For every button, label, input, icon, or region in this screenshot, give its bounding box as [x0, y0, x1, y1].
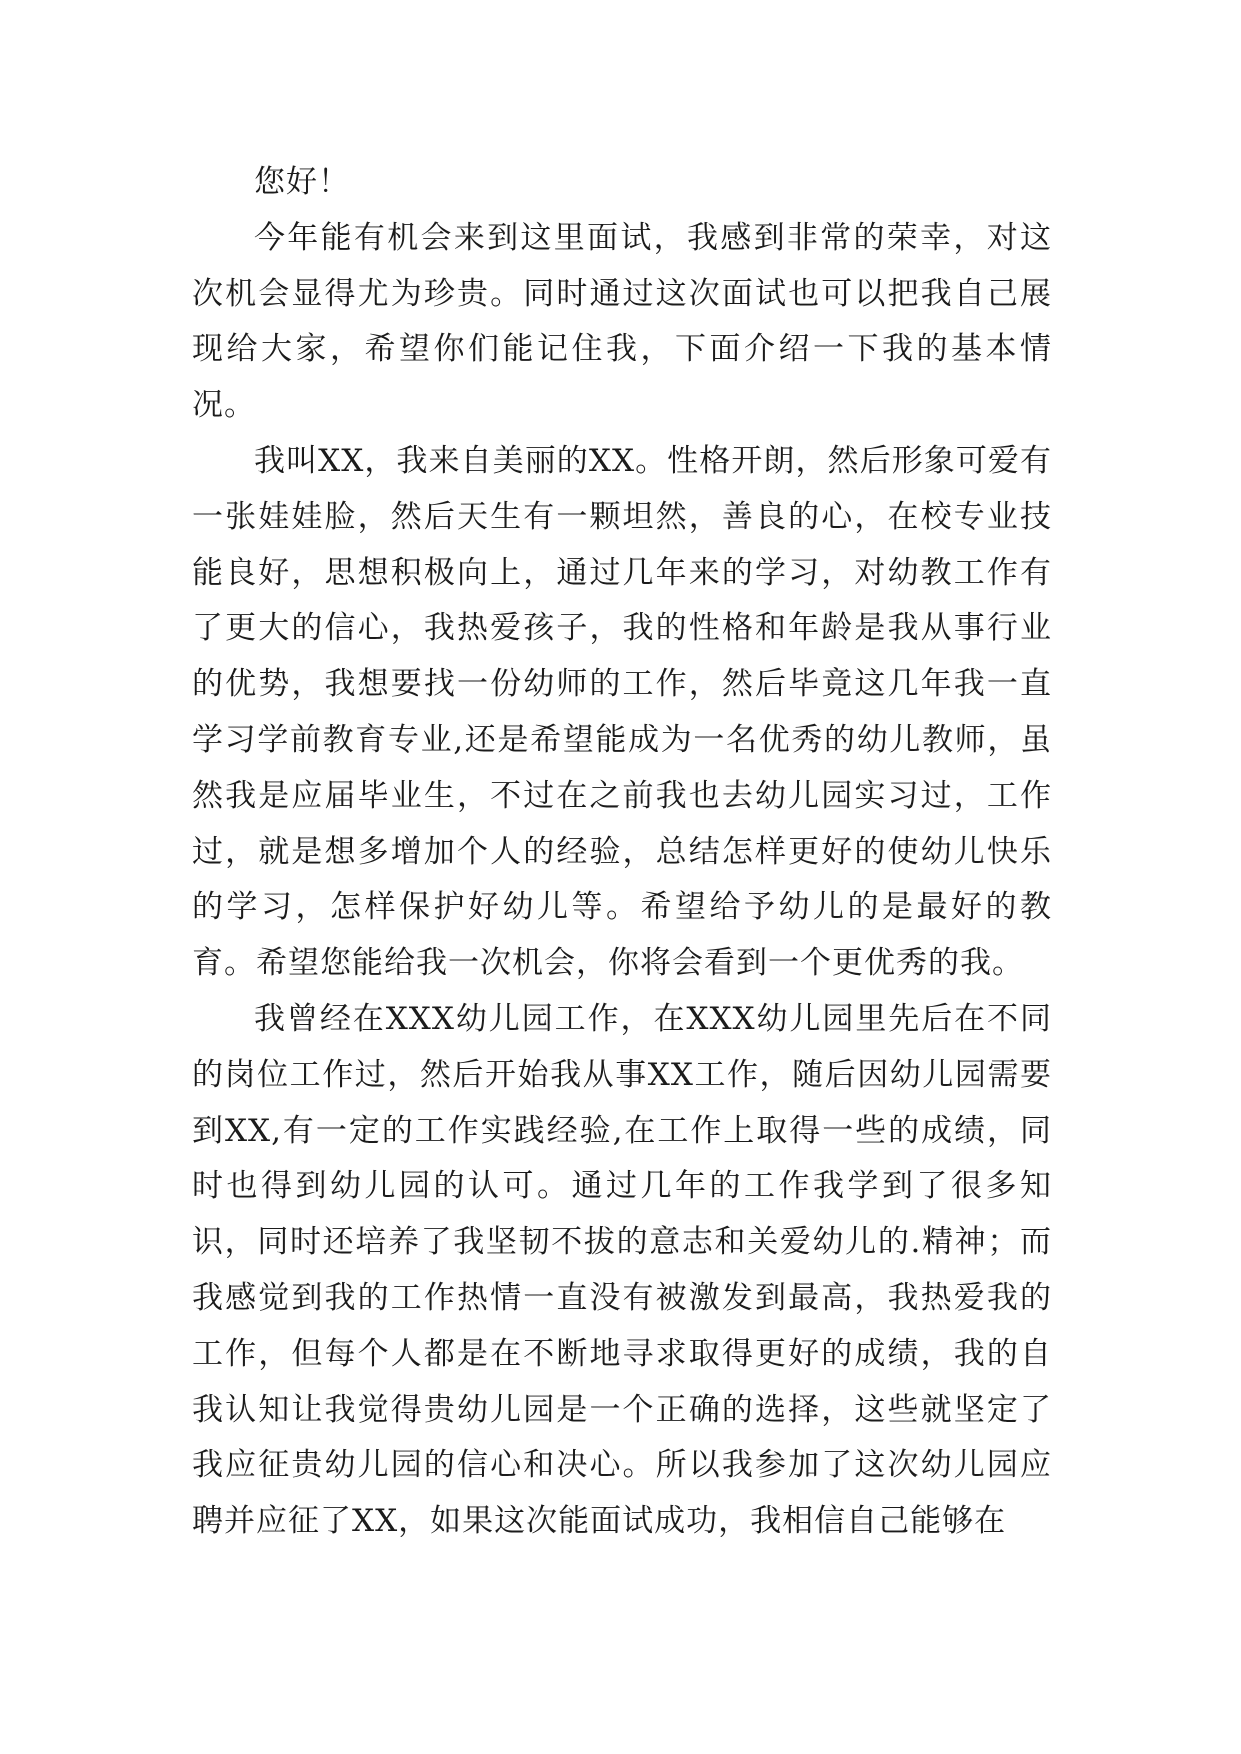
- document-body: [192, 155, 1052, 1550]
- greeting: 您好！: [254, 164, 350, 200]
- paragraph-intro: 今年能有机会来到这里面试，我感到非常的荣幸，对这次机会显得尤为珍贵。同时通过这次面试也可以把我自己展现给大家，希望你们能记住我，下面介绍一下我的基本情况。: [192, 219, 1052, 424]
- paragraph-work-experience: 我曾经在XXX幼儿园工作，在XXX幼儿园里先后在不同的岗位工作过，然后开始我从事XX工作，随后因幼儿园需要到XX,有一定的工作实践经验,在工作上取得一些的成绩，同时也得到幼儿园的认可。通过几年的工作我学到了很多知识，同时还培养了我坚韧不拔的意志和关爱幼儿的.精神；而我感觉到我的工作热情一直没有被激发到最高，我热爱我的工作，但每个人都是在不断地寻求取得更好的成绩，我的自我认知让我觉得贵幼儿园是一个正确的选择，这些就坚定了我应征贵幼儿园的信心和决心。所以我参加了这次幼儿园应聘并应征了XX，如果这次能面试成功，我相信自己能够在: [192, 1000, 1052, 1540]
- paragraph-self-introduction: 我叫XX，我来自美丽的XX。性格开朗，然后形象可爱有一张娃娃脸，然后天生有一颗坦然，善良的心，在校专业技能良好，思想积极向上，通过几年来的学习，对幼教工作有了更大的信心，我热爱孩子，我的性格和年龄是我从事行业的优势，我想要找一份幼师的工作，然后毕竟这几年我一直学习学前教育专业,还是希望能成为一名优秀的幼儿教师，虽然我是应届毕业生，不过在之前我也去幼儿园实习过，工作过，就是想多增加个人的经验，总结怎样更好的使幼儿快乐的学习，怎样保护好幼儿等。希望给予幼儿的是最好的教育。希望您能给我一次机会，你将会看到一个更优秀的我。: [192, 442, 1052, 982]
